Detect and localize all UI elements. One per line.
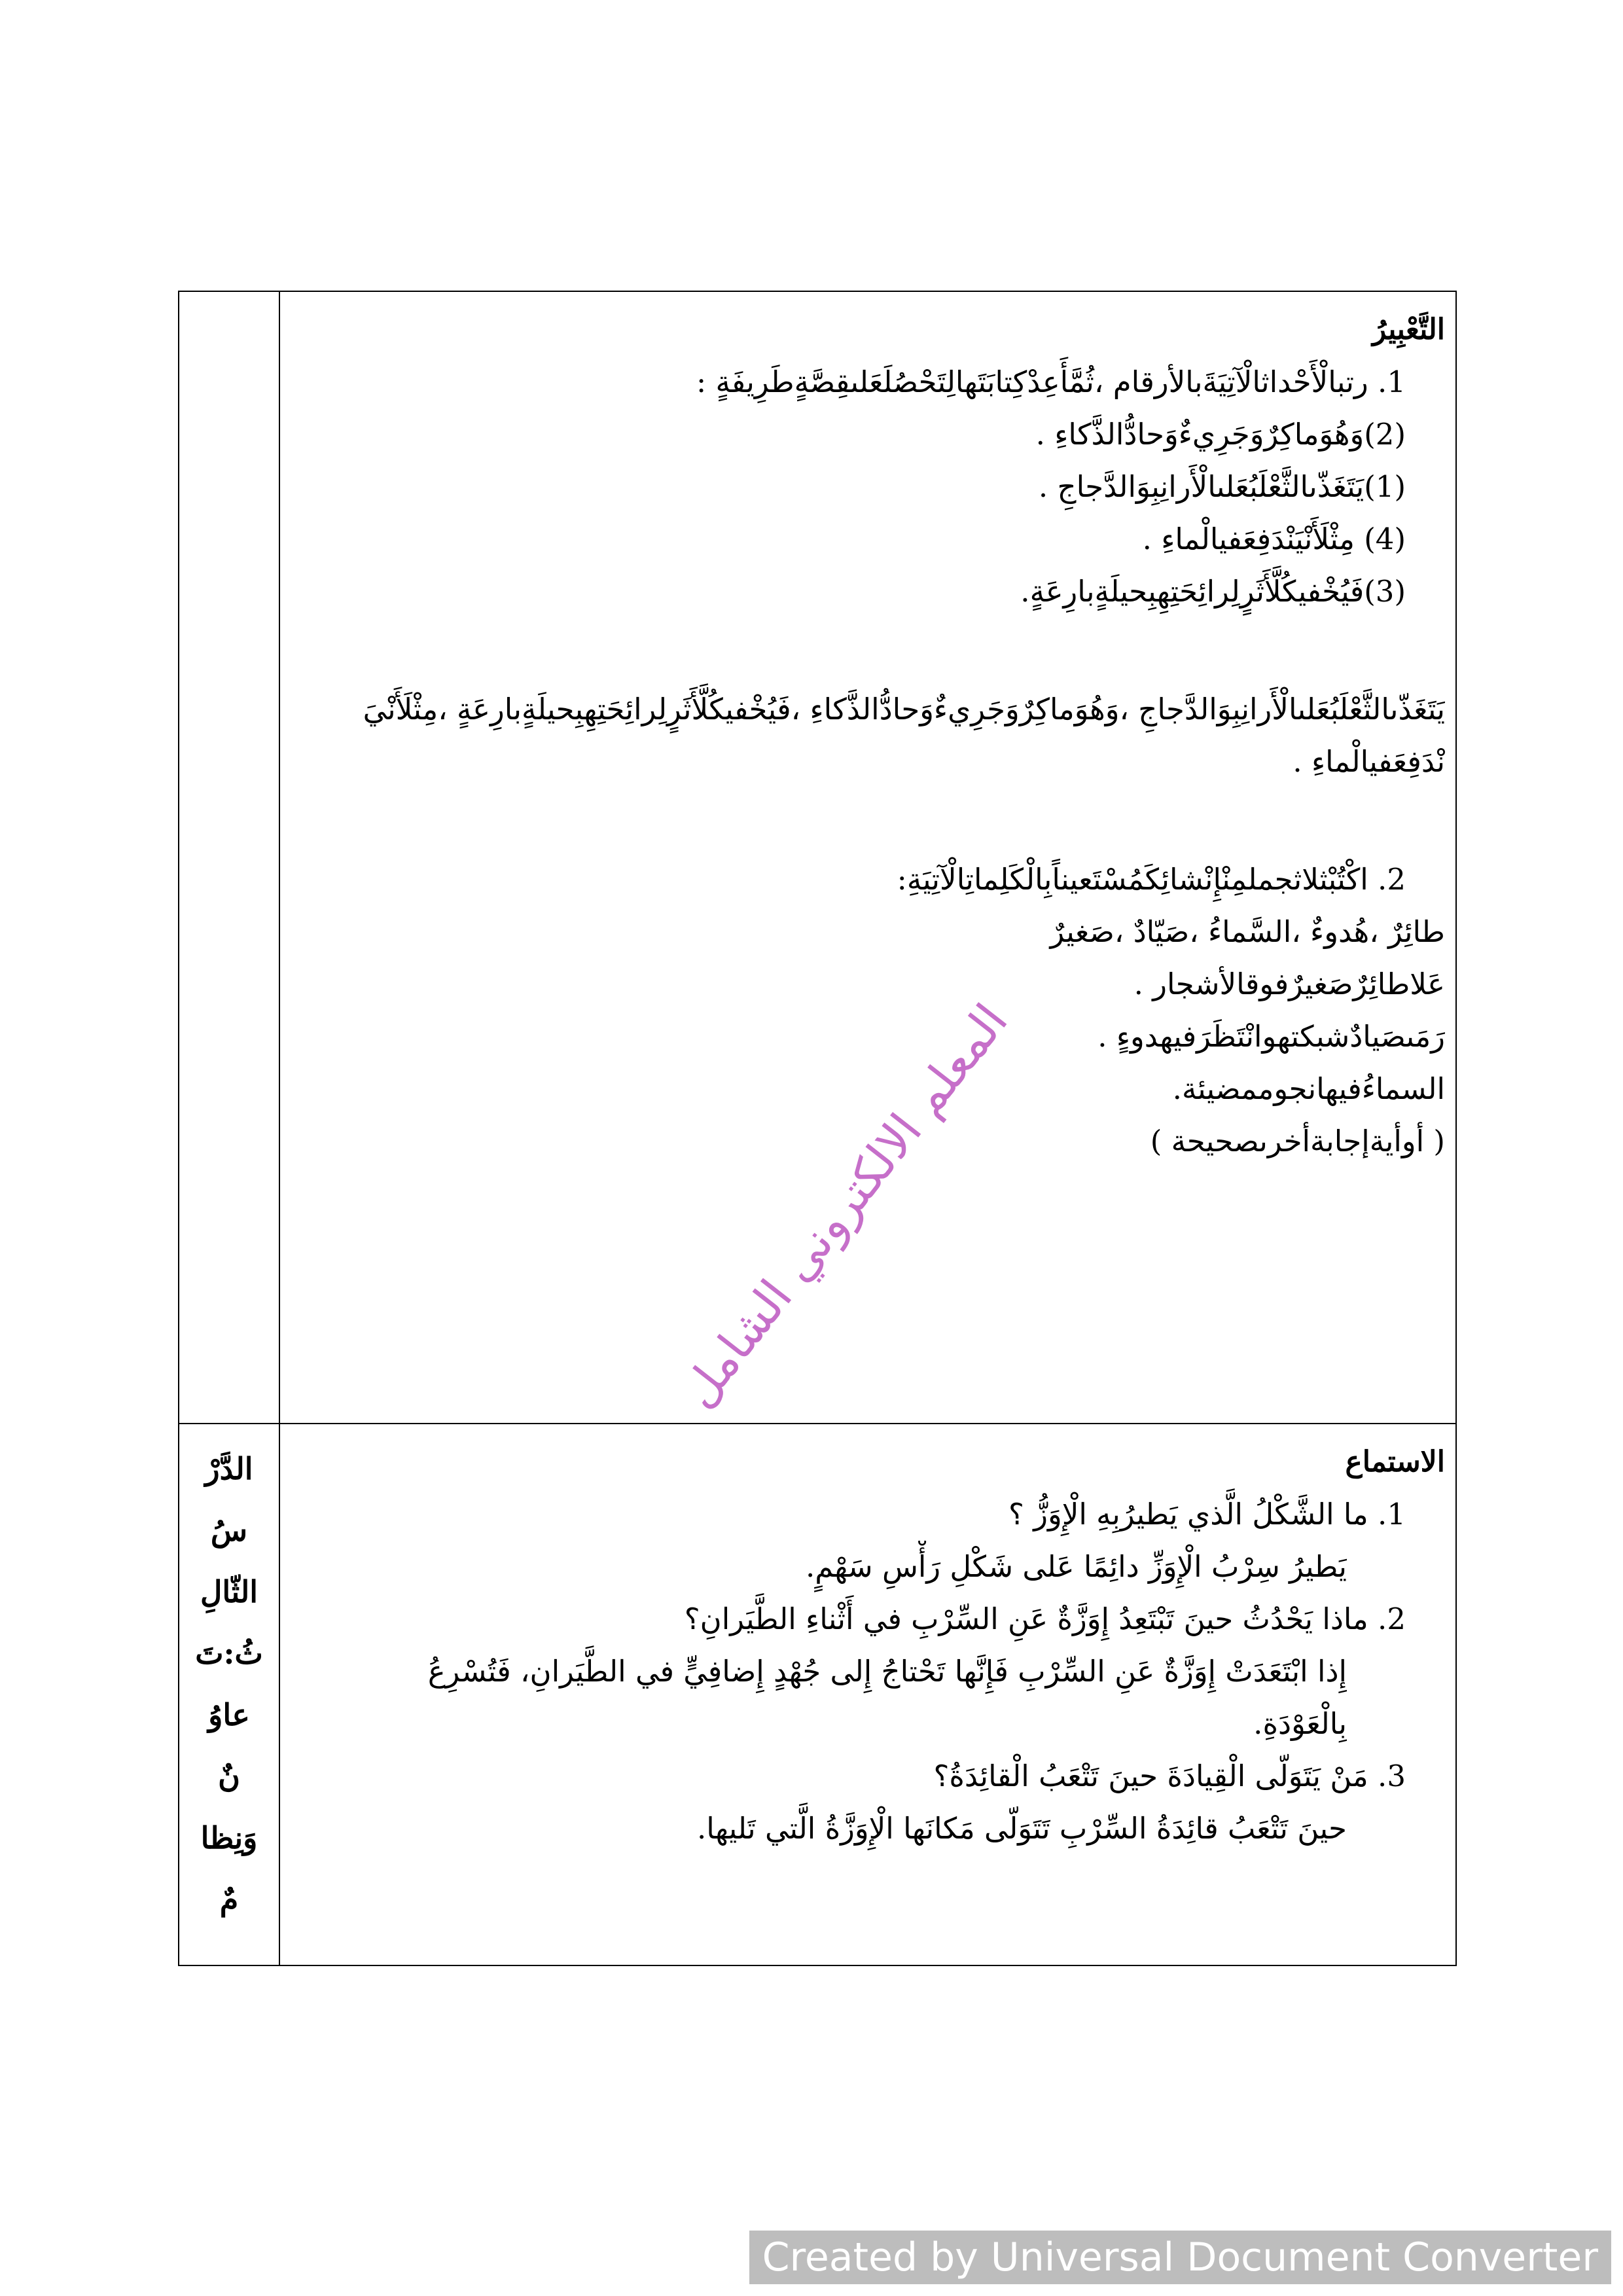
lesson-title-part: الثّالِ xyxy=(200,1574,259,1609)
listening-answer-3: حينَ تَتْعَبُ قائِدَةُ السِّرْبِ تَتَوَلّى مَكانَها الْإِوَزَّةُ الَّتي تَليها. xyxy=(696,1811,1347,1846)
lesson-title-part: مٌ xyxy=(219,1882,239,1917)
expression-question-1: 1. رتبالْأَحْداثالْآتِيَةَبالأرقام ،ثُمَّأَعِدْكِتابَتَهالِتَحْصُلَعَلىقِصَّةٍطَرِيفَةٍ : xyxy=(696,365,1406,399)
listening-question-3: 3. مَنْ يَتَوَلّى الْقِيادَةَ حينَ تَتْعَبُ الْقائِدَةُ؟ xyxy=(933,1759,1406,1793)
lesson-title-part: سُ xyxy=(210,1513,248,1548)
listening-question-1: 1. ما الشَّكْلُ الَّذي يَطيرُبِهِ الْإِوَزُّ ؟ xyxy=(1008,1497,1406,1532)
word-list: طائِرٌ ،هُدوءٌ ،السَّماءُ ،صَيّادٌ ،صَغيرٌ xyxy=(1050,914,1445,949)
listening-heading: الاستماع xyxy=(1345,1445,1445,1479)
answer-note: ( أوأيةإجابةأخرىصحيحة ) xyxy=(1150,1124,1445,1158)
lesson-title-cell xyxy=(179,1424,279,1965)
story-answer-line-2: نْدَفِعَفيالْماءِ . xyxy=(1293,744,1445,779)
expression-heading: التَّعْبِيرُ xyxy=(1372,313,1445,346)
listening-answer-2-line-1: إِذا ابْتَعَدَتْ إِوَزَّةٌ عَنِ السِّرْبِ فَإِنَّها تَحْتاجُ إِلى جُهْدٍ إِضافِيٍّ في الطَّيَرانِ، فَتُسْرِعُ xyxy=(427,1654,1347,1689)
lesson-title xyxy=(180,1425,278,1930)
converter-footer: Created by Universal Document Converter xyxy=(749,2231,1611,2284)
lesson-title-part: عاوُ xyxy=(208,1697,250,1732)
expression-cell xyxy=(279,291,1456,1424)
sentence-item: عَلاطائِرٌصَغيرٌفوقالأشجار . xyxy=(1133,967,1445,1001)
watermark: المعلم الالكتروني الشامل xyxy=(670,994,1018,1418)
listening-answer-2-line-2: بِالْعَوْدَةِ. xyxy=(1253,1706,1347,1741)
event-item: (3)فَيُخْفيكُلَّأَثَرٍلِرائِحَتِهِبِحيلَةٍبارِعَةٍ. xyxy=(1020,574,1406,609)
sentence-item: السماءُفيهانجوممضيئة. xyxy=(1172,1071,1445,1106)
event-item: (1)يَتَغَذّىالثَّعْلَبُعَلىالْأَرانِبِوَالدَّجاجِ . xyxy=(1038,469,1406,504)
expression-side-cell xyxy=(179,291,279,1424)
listening-cell xyxy=(279,1424,1456,1965)
listening-answer-1: يَطيرُ سِرْبُ الْإِوَزِّ دائِمًا عَلى شَكْلِ رَأْسِ سَهْمٍ. xyxy=(805,1549,1347,1584)
listening-question-2: 2. ماذا يَحْدُثُ حينَ تَبْتَعِدُ إِوَزَّةٌ عَنِ السِّرْبِ في أَثْناءِ الطَّيَرانِ؟ xyxy=(684,1602,1406,1636)
expression-question-2: 2. اكْتُبْثلاثجملمِنْإِنْشائِكَمُسْتَعيناًبِالْكَلِماتِالْآتِيَةِ: xyxy=(897,862,1406,897)
spacer xyxy=(300,788,1445,853)
lesson-title-part: وَنِظا xyxy=(200,1820,258,1856)
spacer xyxy=(300,618,1445,683)
lesson-title-part: الدَّرْ xyxy=(205,1451,253,1486)
lesson-title-part: نٌ xyxy=(218,1759,240,1794)
lesson-table xyxy=(178,291,1457,1966)
listening-row xyxy=(179,1424,1456,1965)
story-answer-line-1: يَتَغَذّىالثَّعْلَبُعَلىالْأَرانِبِوَالدَّجاجِ ،وَهُوَماكِرٌوَجَرِيءٌوَحادُّالذَّكاءِ ،فَيُخْفيكُلَّأَثَرٍلِرائِحَتِهِبِحيلَةٍبارِعَةٍ ،مِثْلَأَنْيَ xyxy=(363,692,1445,726)
event-item: (4) مِثْلَأَنْيَنْدَفِعَفيالْماءِ . xyxy=(1142,522,1406,556)
lesson-title-part: ثُ:تَ xyxy=(195,1636,263,1671)
sentence-item: رَمَىصَيادٌشبكتهوانْتَظَرَفيهدوءٍ . xyxy=(1097,1019,1445,1054)
event-item: (2)وَهُوَماكِرٌوَجَرِيءٌوَحادُّالذَّكاءِ . xyxy=(1035,417,1406,452)
